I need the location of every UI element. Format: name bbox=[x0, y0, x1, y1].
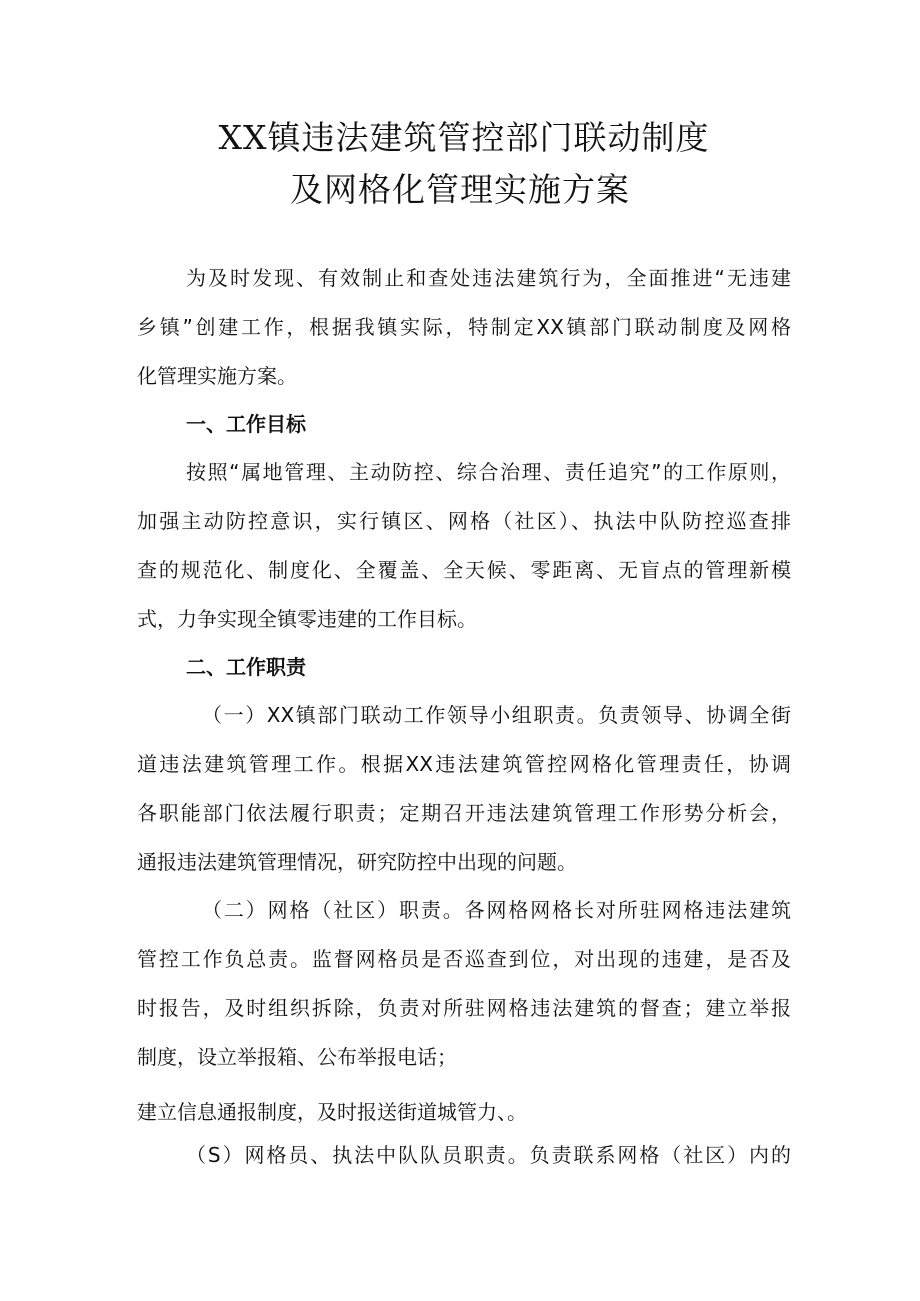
duty2-line-3: 时报告，及时组织拆除，负责对所驻网格违法建筑的督查；建立举报 bbox=[137, 996, 791, 1020]
section-heading-goals: 一、工作目标 bbox=[186, 412, 306, 436]
goals-line-3: 查的规范化、制度化、全覆盖、全天候、零距离、无盲点的管理新模 bbox=[137, 558, 791, 582]
duty3-line-1: （S）网格员、执法中队队员职责。负责联系网格（社区）内的 bbox=[186, 1143, 791, 1167]
duty2-line-2: 管控工作负总责。监督网格员是否巡查到位，对出现的违建，是否及 bbox=[137, 947, 791, 971]
duty1-line-4: 通报违法建筑管理情况，研究防控中出现的问题。 bbox=[137, 850, 577, 874]
document-title-line-2: 及网格化管理实施方案 bbox=[290, 170, 630, 209]
duty1-line-1: （一）XX镇部门联动工作领导小组职责。负责领导、协调全街 bbox=[202, 703, 791, 727]
goals-line-4: 式，力争实现全镇零违建的工作目标。 bbox=[137, 607, 477, 631]
duty2-line-1: （二）网格（社区）职责。各网格网格长对所驻网格违法建筑 bbox=[202, 898, 791, 922]
intro-line-1: 为及时发现、有效制止和查处违法建筑行为，全面推进“无违建 bbox=[186, 266, 791, 290]
goals-line-2: 加强主动防控意识，实行镇区、网格（社区）、执法中队防控巡查排 bbox=[137, 509, 791, 533]
info-report-line: 建立信息通报制度，及时报送街道城管力、。 bbox=[137, 1100, 527, 1124]
duty1-line-2: 道违法建筑管理工作。根据XX违法建筑管控网格化管理责任，协调 bbox=[137, 752, 791, 776]
intro-line-3: 化管理实施方案。 bbox=[137, 364, 297, 388]
duty2-line-4: 制度，设立举报箱、公布举报电话； bbox=[137, 1045, 457, 1069]
intro-line-2: 乡镇”创建工作，根据我镇实际，特制定XX镇部门联动制度及网格 bbox=[137, 315, 791, 339]
duty1-line-3: 各职能部门依法履行职责；定期召开违法建筑管理工作形势分析会， bbox=[137, 801, 791, 825]
document-title-line-1: XX镇违法建筑管控部门联动制度 bbox=[218, 118, 710, 157]
section-heading-duties: 二、工作职责 bbox=[186, 655, 306, 679]
goals-line-1: 按照“属地管理、主动防控、综合治理、责任追究”的工作原则， bbox=[186, 460, 791, 484]
